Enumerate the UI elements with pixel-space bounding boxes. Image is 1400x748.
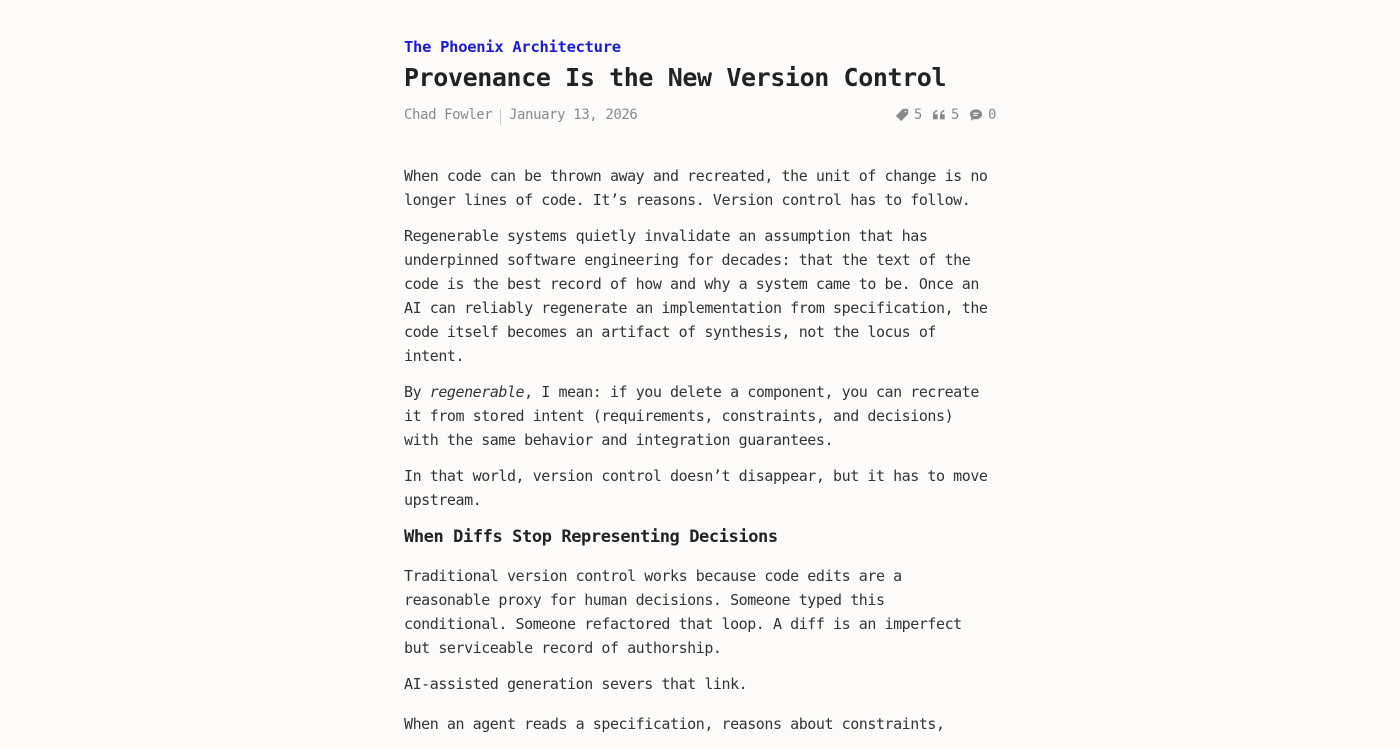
meta-divider <box>500 109 501 125</box>
paragraph: When an agent reads a specification, reasons about constraints, <box>404 715 945 733</box>
restacks-button[interactable] <box>932 107 959 123</box>
publish-date: January 13, 2026 <box>509 107 638 123</box>
comment-icon <box>969 108 983 122</box>
article-body <box>404 164 996 748</box>
comments-button[interactable] <box>969 107 996 123</box>
series-link[interactable]: The Phoenix Architecture <box>404 38 621 56</box>
paragraph: Traditional version control works because code edits are a reasonable proxy for human decisions. Someone typed this conditional. Someone refactored that loop. A diff is an imperfect but serviceable record of authorship. <box>404 567 962 657</box>
quote-icon <box>932 108 946 122</box>
article-stats <box>895 107 996 123</box>
paragraph-prefix: By <box>404 383 430 401</box>
comments-count: 0 <box>987 107 996 123</box>
section-heading: When Diffs Stop Representing Decisions <box>404 527 778 547</box>
restacks-count: 5 <box>950 107 959 123</box>
paragraph: AI-assisted generation severs that link. <box>404 675 748 693</box>
paragraph: When code can be thrown away and recreated, the unit of change is no longer lines of code. It’s reasons. Version control has to follow. <box>404 167 988 209</box>
author-link[interactable]: Chad Fowler <box>404 107 493 123</box>
article-title: Provenance Is the New Version Control <box>404 63 947 92</box>
tag-icon <box>895 108 909 122</box>
paragraph: Regenerable systems quietly invalidate an assumption that has underpinned software engineering for decades: that the text of the code is the best record of how and why a system came to be. Once an AI can reliably regenerate an implementation from specification, the code itself becomes an artifact of synthesis, not the locus of intent. <box>404 227 988 365</box>
likes-button[interactable] <box>895 107 922 123</box>
paragraph: In that world, version control doesn’t disappear, but it has to move upstream. <box>404 467 988 509</box>
emphasis-text: regenerable <box>429 383 525 401</box>
article-meta <box>404 107 996 127</box>
paragraph <box>404 380 996 452</box>
paragraph-suffix: , I mean: if you delete a component, you can recreate it from stored intent (requirements, constraints, and decisions) with the same behavior and integration guarantees. <box>404 383 979 449</box>
likes-count: 5 <box>913 107 922 123</box>
